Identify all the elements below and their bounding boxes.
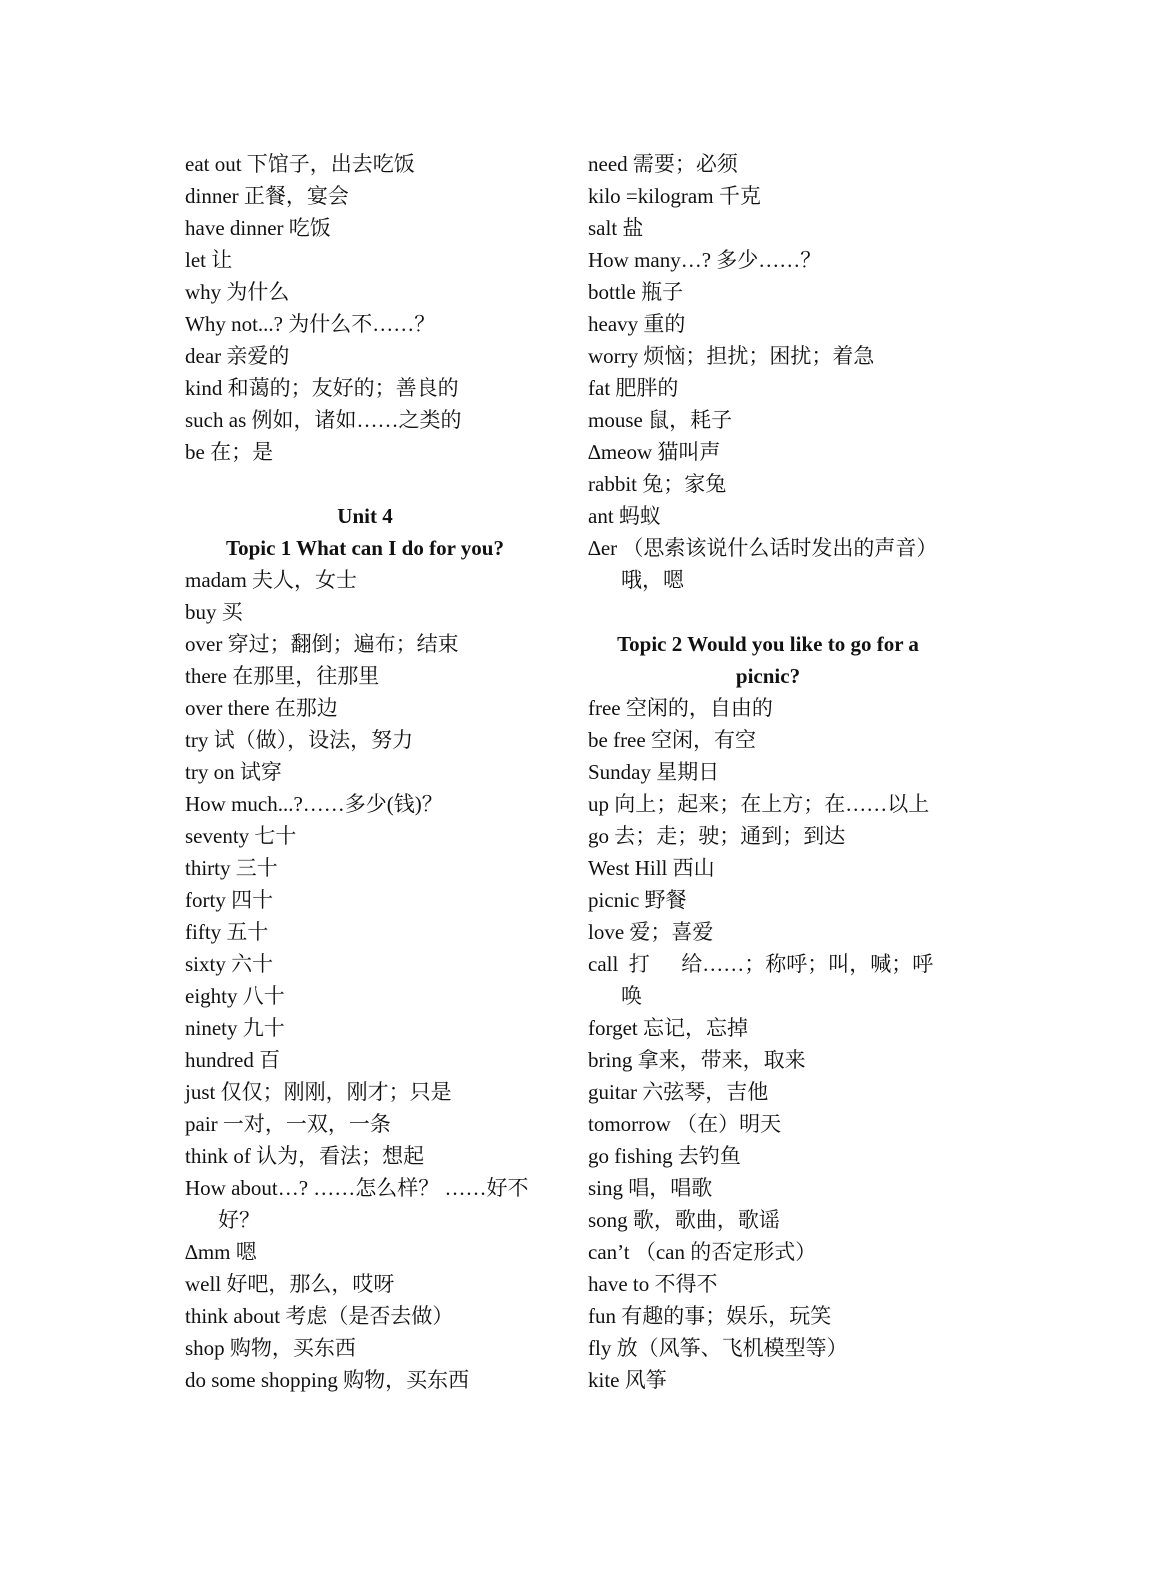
vocab-list-c [588, 1012, 960, 1396]
vocab-entry: be free 空闲，有空 [588, 728, 756, 752]
vocab-entry: can’t （can 的否定形式） [588, 1240, 817, 1264]
vocab-entry: just 仅仅；刚刚，刚才；只是 [185, 1080, 452, 1104]
vocab-entry: song 歌，歌曲，歌谣 [588, 1208, 780, 1232]
vocab-entry: fun 有趣的事；娱乐，玩笑 [588, 1304, 832, 1328]
entry-line: call 打 给……；称呼；叫，喊；呼 [588, 952, 934, 976]
vocab-entry: shop 购物，买东西 [185, 1336, 356, 1360]
vocab-entry: try on 试穿 [185, 760, 282, 784]
vocab-entry: think about 考虑（是否去做） [185, 1304, 454, 1328]
vocab-entry: why 为什么 [185, 280, 290, 304]
vocab-entry: dinner 正餐，宴会 [185, 184, 349, 208]
unit-heading: Unit 4 [337, 504, 393, 528]
spacer [588, 596, 960, 628]
vocab-entry: be 在；是 [185, 440, 274, 464]
vocab-list-b [185, 564, 560, 1172]
topic-heading-line: picnic? [735, 664, 801, 688]
vocab-entry: go fishing 去钓鱼 [588, 1144, 741, 1168]
vocab-entry: go 去；走；驶；通到；到达 [588, 824, 846, 848]
vocab-entry: worry 烦恼；担扰；困扰；着急 [588, 344, 875, 368]
vocab-entry: rabbit 兔；家兔 [588, 472, 727, 496]
vocab-entry: forty 四十 [185, 888, 274, 912]
vocab-entry-how-about [185, 1172, 560, 1236]
vocab-entry: well 好吧，那么，哎呀 [185, 1272, 395, 1296]
entry-line: How about…? ……怎么样？ ……好不 [185, 1176, 529, 1200]
vocab-entry: sixty 六十 [185, 952, 274, 976]
spacer [185, 468, 560, 500]
vocab-entry: seventy 七十 [185, 824, 297, 848]
left-column [185, 148, 560, 1396]
vocab-entry: hundred 百 [185, 1048, 281, 1072]
vocab-entry: such as 例如，诸如……之类的 [185, 408, 462, 432]
vocab-entry-call [588, 948, 960, 1012]
vocab-entry: thirty 三十 [185, 856, 278, 880]
vocab-entry-er [588, 532, 960, 596]
vocab-entry: bottle 瓶子 [588, 280, 684, 304]
vocab-entry: pair 一对，一双，一条 [185, 1112, 391, 1136]
vocab-list-a [185, 148, 560, 468]
vocab-entry: eat out 下馆子，出去吃饭 [185, 152, 415, 176]
vocab-entry: over 穿过；翻倒；遍布；结束 [185, 632, 459, 656]
vocab-entry: dear 亲爱的 [185, 344, 290, 368]
vocab-entry: forget 忘记，忘掉 [588, 1016, 749, 1040]
vocab-entry: there 在那里，往那里 [185, 664, 380, 688]
vocab-entry: ant 蚂蚁 [588, 504, 661, 528]
vocab-entry: try 试（做），设法，努力 [185, 728, 414, 752]
vocab-entry: Why not...? 为什么不……？ [185, 312, 436, 336]
vocab-entry: guitar 六弦琴，吉他 [588, 1080, 769, 1104]
vocab-entry: do some shopping 购物，买东西 [185, 1368, 470, 1392]
vocab-entry: heavy 重的 [588, 312, 686, 336]
vocab-entry: How many…? 多少……？ [588, 248, 822, 272]
vocab-list-c [185, 1236, 560, 1396]
vocab-entry: kite 风筝 [588, 1368, 667, 1392]
vocab-entry: fly 放（风筝、飞机模型等） [588, 1336, 848, 1360]
topic-heading-line: Topic 2 Would you like to go for a [617, 632, 919, 656]
vocab-entry: Sunday 星期日 [588, 760, 720, 784]
vocab-entry: ninety 九十 [185, 1016, 285, 1040]
vocab-entry: salt 盐 [588, 216, 644, 240]
vocab-entry: let 让 [185, 248, 233, 272]
vocab-entry: tomorrow （在）明天 [588, 1112, 782, 1136]
vocab-entry: kind 和蔼的；友好的；善良的 [185, 376, 459, 400]
vocab-entry: ∆meow 猫叫声 [588, 440, 721, 464]
vocab-entry: up 向上；起来；在上方；在……以上 [588, 792, 930, 816]
vocab-entry: bring 拿来，带来，取来 [588, 1048, 806, 1072]
vocab-entry: ∆mm 嗯 [185, 1240, 257, 1264]
vocab-entry: fat 肥胖的 [588, 376, 679, 400]
entry-continuation: 唤 [621, 984, 642, 1008]
vocab-entry: kilo =kilogram 千克 [588, 184, 761, 208]
vocab-entry: West Hill 西山 [588, 856, 715, 880]
vocab-entry: free 空闲的，自由的 [588, 696, 773, 720]
vocab-entry: picnic 野餐 [588, 888, 687, 912]
vocab-list-a [588, 148, 960, 532]
vocab-entry: need 需要；必须 [588, 152, 738, 176]
vocab-entry: fifty 五十 [185, 920, 269, 944]
entry-continuation: 哦，嗯 [621, 568, 684, 592]
vocab-entry: How much...?……多少(钱)？ [185, 792, 443, 816]
vocab-entry: madam 夫人，女士 [185, 568, 358, 592]
entry-continuation: 好？ [218, 1208, 260, 1232]
vocab-entry: think of 认为，看法；想起 [185, 1144, 425, 1168]
vocab-entry: mouse 鼠，耗子 [588, 408, 733, 432]
vocab-entry: love 爱；喜爱 [588, 920, 714, 944]
vocab-entry: sing 唱，唱歌 [588, 1176, 713, 1200]
right-column [588, 148, 960, 1396]
entry-line: ∆er （思索该说什么话时发出的声音） [588, 536, 938, 560]
vocab-list-b [588, 692, 960, 948]
vocab-entry: have dinner 吃饭 [185, 216, 331, 240]
topic-heading [588, 628, 948, 692]
vocab-entry: eighty 八十 [185, 984, 285, 1008]
vocab-entry: have to 不得不 [588, 1272, 718, 1296]
vocab-entry: over there 在那边 [185, 696, 338, 720]
topic-heading: Topic 1 What can I do for you? [226, 536, 504, 560]
vocab-entry: buy 买 [185, 600, 243, 624]
